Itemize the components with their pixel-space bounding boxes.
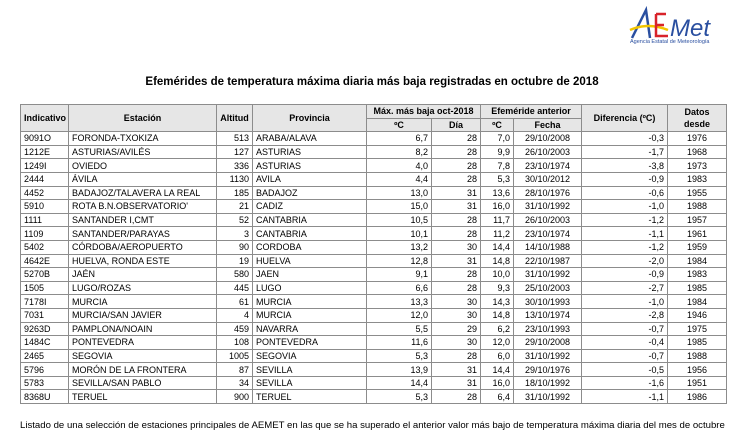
cell-altitud: 87: [217, 363, 253, 377]
cell-efem-fecha: 14/10/1988: [514, 240, 582, 254]
cell-altitud: 185: [217, 186, 253, 200]
cell-max-c: 6,7: [367, 132, 432, 146]
cell-provincia: MURCIA: [253, 295, 367, 309]
cell-estacion: PAMPLONA/NOAIN: [69, 322, 217, 336]
efemerides-table: [20, 104, 727, 404]
header-provincia: Provincia: [253, 105, 367, 132]
cell-max-c: 10,5: [367, 213, 432, 227]
cell-datos-desde: 1986: [668, 390, 727, 404]
cell-datos-desde: 1968: [668, 145, 727, 159]
cell-indicativo: 5402: [21, 240, 69, 254]
cell-diferencia: -0,9: [582, 268, 668, 282]
cell-altitud: 459: [217, 322, 253, 336]
cell-efem-fecha: 28/10/1976: [514, 186, 582, 200]
cell-datos-desde: 1985: [668, 281, 727, 295]
cell-max-dia: 30: [432, 336, 481, 350]
cell-efem-c: 5,3: [481, 172, 514, 186]
cell-provincia: BADAJOZ: [253, 186, 367, 200]
cell-efem-c: 9,3: [481, 281, 514, 295]
header-indicativo: Indicativo: [21, 105, 69, 132]
cell-efem-fecha: 29/10/2008: [514, 132, 582, 146]
cell-max-dia: 28: [432, 281, 481, 295]
header-estacion: Estación: [69, 105, 217, 132]
cell-estacion: FORONDA-TXOKIZA: [69, 132, 217, 146]
cell-provincia: SEVILLA: [253, 363, 367, 377]
cell-estacion: SEGOVIA: [69, 349, 217, 363]
header-max-c: ºC: [367, 118, 432, 132]
cell-efem-fecha: 26/10/2003: [514, 145, 582, 159]
svg-text:Met: Met: [670, 15, 711, 42]
cell-datos-desde: 1984: [668, 295, 727, 309]
cell-provincia: JAEN: [253, 268, 367, 282]
cell-max-dia: 28: [432, 159, 481, 173]
cell-efem-c: 13,6: [481, 186, 514, 200]
cell-efem-c: 11,7: [481, 213, 514, 227]
cell-provincia: ARABA/ALAVA: [253, 132, 367, 146]
cell-altitud: 513: [217, 132, 253, 146]
table-row: [21, 308, 727, 322]
cell-estacion: LUGO/ROZAS: [69, 281, 217, 295]
cell-altitud: 90: [217, 240, 253, 254]
cell-indicativo: 5783: [21, 376, 69, 390]
table-row: [21, 200, 727, 214]
header-efem-c: ºC: [481, 118, 514, 132]
table-row: [21, 281, 727, 295]
cell-altitud: 19: [217, 254, 253, 268]
cell-altitud: 52: [217, 213, 253, 227]
cell-max-c: 13,2: [367, 240, 432, 254]
cell-indicativo: 5796: [21, 363, 69, 377]
cell-altitud: 127: [217, 145, 253, 159]
cell-indicativo: 5910: [21, 200, 69, 214]
cell-diferencia: -2,0: [582, 254, 668, 268]
cell-altitud: 336: [217, 159, 253, 173]
cell-efem-c: 11,2: [481, 227, 514, 241]
table-row: [21, 132, 727, 146]
cell-max-dia: 31: [432, 186, 481, 200]
cell-altitud: 108: [217, 336, 253, 350]
cell-diferencia: -0,6: [582, 186, 668, 200]
cell-estacion: MURCIA: [69, 295, 217, 309]
cell-indicativo: 1212E: [21, 145, 69, 159]
cell-efem-c: 6,2: [481, 322, 514, 336]
cell-max-c: 4,4: [367, 172, 432, 186]
cell-provincia: MURCIA: [253, 308, 367, 322]
cell-efem-c: 14,8: [481, 308, 514, 322]
cell-altitud: 580: [217, 268, 253, 282]
cell-estacion: SEVILLA/SAN PABLO: [69, 376, 217, 390]
page-title: Efemérides de temperatura máxima diaria más baja registradas en octubre de 2018: [145, 76, 599, 88]
cell-efem-c: 10,0: [481, 268, 514, 282]
cell-datos-desde: 1961: [668, 227, 727, 241]
cell-altitud: 3: [217, 227, 253, 241]
cell-indicativo: 1484C: [21, 336, 69, 350]
cell-provincia: NAVARRA: [253, 322, 367, 336]
cell-provincia: CORDOBA: [253, 240, 367, 254]
cell-diferencia: -1,0: [582, 200, 668, 214]
cell-max-dia: 28: [432, 390, 481, 404]
header-altitud: Altitud: [217, 105, 253, 132]
cell-max-dia: 28: [432, 132, 481, 146]
cell-provincia: CANTABRIA: [253, 227, 367, 241]
cell-indicativo: 9091O: [21, 132, 69, 146]
cell-max-c: 6,6: [367, 281, 432, 295]
cell-altitud: 34: [217, 376, 253, 390]
cell-estacion: OVIEDO: [69, 159, 217, 173]
cell-estacion: CÓRDOBA/AEROPUERTO: [69, 240, 217, 254]
table-row: [21, 145, 727, 159]
logo-subtitle: Agencia Estatal de Meteorología: [630, 39, 710, 45]
cell-efem-fecha: 22/10/1987: [514, 254, 582, 268]
cell-efem-fecha: 30/10/1993: [514, 295, 582, 309]
cell-altitud: 1130: [217, 172, 253, 186]
cell-estacion: MORÓN DE LA FRONTERA: [69, 363, 217, 377]
cell-indicativo: 1111: [21, 213, 69, 227]
table-row: [21, 349, 727, 363]
cell-efem-fecha: 23/10/1974: [514, 227, 582, 241]
cell-max-c: 13,9: [367, 363, 432, 377]
cell-efem-fecha: 23/10/1993: [514, 322, 582, 336]
cell-altitud: 4: [217, 308, 253, 322]
table-row: [21, 322, 727, 336]
cell-estacion: JAÉN: [69, 268, 217, 282]
table-row: [21, 295, 727, 309]
cell-datos-desde: 1973: [668, 159, 727, 173]
cell-max-c: 13,3: [367, 295, 432, 309]
cell-estacion: SANTANDER I,CMT: [69, 213, 217, 227]
cell-indicativo: 7031: [21, 308, 69, 322]
cell-max-c: 8,2: [367, 145, 432, 159]
cell-efem-c: 7,0: [481, 132, 514, 146]
cell-max-dia: 31: [432, 363, 481, 377]
cell-max-dia: 28: [432, 349, 481, 363]
header-efem-fecha: Fecha: [514, 118, 582, 132]
cell-indicativo: 1109: [21, 227, 69, 241]
cell-diferencia: -1,1: [582, 390, 668, 404]
cell-indicativo: 7178I: [21, 295, 69, 309]
cell-max-c: 12,0: [367, 308, 432, 322]
header-max-group: Máx. más baja oct-2018: [367, 105, 481, 119]
cell-provincia: AVILA: [253, 172, 367, 186]
header-efemeride-group: Efeméride anterior: [481, 105, 582, 119]
cell-max-c: 4,0: [367, 159, 432, 173]
cell-diferencia: -1,2: [582, 240, 668, 254]
cell-datos-desde: 1951: [668, 376, 727, 390]
cell-datos-desde: 1957: [668, 213, 727, 227]
cell-efem-c: 7,8: [481, 159, 514, 173]
table-row: [21, 254, 727, 268]
table-row: [21, 213, 727, 227]
table-row: [21, 227, 727, 241]
cell-estacion: ROTA B.N.OBSERVATORIO': [69, 200, 217, 214]
header-diferencia: Diferencia (ºC): [582, 105, 668, 132]
cell-indicativo: 2465: [21, 349, 69, 363]
cell-diferencia: -0,7: [582, 349, 668, 363]
cell-max-dia: 30: [432, 240, 481, 254]
cell-efem-c: 12,0: [481, 336, 514, 350]
cell-datos-desde: 1975: [668, 322, 727, 336]
table-row: [21, 240, 727, 254]
table-caption: Listado de una selección de estaciones principales de AEMET en las que se ha superado el anterior valor más bajo de temperatura máxima diaria del mes de octubre: [20, 420, 725, 431]
table-body: [21, 132, 727, 404]
cell-max-c: 10,1: [367, 227, 432, 241]
cell-altitud: 1005: [217, 349, 253, 363]
cell-datos-desde: 1985: [668, 336, 727, 350]
cell-max-c: 5,3: [367, 390, 432, 404]
cell-provincia: TERUEL: [253, 390, 367, 404]
cell-efem-c: 6,4: [481, 390, 514, 404]
cell-efem-c: 14,3: [481, 295, 514, 309]
cell-estacion: HUELVA, RONDA ESTE: [69, 254, 217, 268]
table-row: [21, 172, 727, 186]
cell-provincia: PONTEVEDRA: [253, 336, 367, 350]
cell-indicativo: 4452: [21, 186, 69, 200]
cell-efem-fecha: 29/10/2008: [514, 336, 582, 350]
cell-provincia: HUELVA: [253, 254, 367, 268]
table-row: [21, 363, 727, 377]
cell-diferencia: -2,8: [582, 308, 668, 322]
cell-altitud: 445: [217, 281, 253, 295]
cell-max-dia: 28: [432, 145, 481, 159]
cell-efem-fecha: 23/10/1974: [514, 159, 582, 173]
cell-max-c: 12,8: [367, 254, 432, 268]
cell-datos-desde: 1955: [668, 186, 727, 200]
cell-efem-fecha: 18/10/1992: [514, 376, 582, 390]
cell-provincia: ASTURIAS: [253, 159, 367, 173]
cell-diferencia: -1,0: [582, 295, 668, 309]
cell-estacion: ASTURIAS/AVILÉS: [69, 145, 217, 159]
cell-max-c: 9,1: [367, 268, 432, 282]
cell-provincia: SEGOVIA: [253, 349, 367, 363]
cell-datos-desde: 1959: [668, 240, 727, 254]
cell-efem-fecha: 13/10/1974: [514, 308, 582, 322]
table-row: [21, 159, 727, 173]
cell-efem-c: 14,4: [481, 363, 514, 377]
cell-diferencia: -3,8: [582, 159, 668, 173]
cell-diferencia: -1,2: [582, 213, 668, 227]
cell-max-dia: 31: [432, 376, 481, 390]
table-row: [21, 186, 727, 200]
cell-max-dia: 28: [432, 213, 481, 227]
cell-efem-fecha: 26/10/2003: [514, 213, 582, 227]
cell-datos-desde: 1976: [668, 132, 727, 146]
cell-max-c: 15,0: [367, 200, 432, 214]
cell-diferencia: -0,3: [582, 132, 668, 146]
cell-datos-desde: 1988: [668, 200, 727, 214]
cell-efem-fecha: 30/10/2012: [514, 172, 582, 186]
cell-indicativo: 1249I: [21, 159, 69, 173]
cell-provincia: CADIZ: [253, 200, 367, 214]
cell-estacion: BADAJOZ/TALAVERA LA REAL: [69, 186, 217, 200]
cell-efem-fecha: 31/10/1992: [514, 390, 582, 404]
cell-efem-fecha: 31/10/1992: [514, 200, 582, 214]
cell-datos-desde: 1956: [668, 363, 727, 377]
cell-estacion: SANTANDER/PARAYAS: [69, 227, 217, 241]
cell-efem-fecha: 31/10/1992: [514, 349, 582, 363]
cell-max-c: 5,3: [367, 349, 432, 363]
cell-efem-c: 14,8: [481, 254, 514, 268]
cell-datos-desde: 1983: [668, 172, 727, 186]
cell-max-c: 14,4: [367, 376, 432, 390]
cell-provincia: ASTURIAS: [253, 145, 367, 159]
cell-efem-c: 9,9: [481, 145, 514, 159]
cell-diferencia: -1,1: [582, 227, 668, 241]
cell-estacion: TERUEL: [69, 390, 217, 404]
table-row: [21, 390, 727, 404]
cell-max-dia: 31: [432, 254, 481, 268]
cell-max-c: 11,6: [367, 336, 432, 350]
table-row: [21, 376, 727, 390]
cell-diferencia: -2,7: [582, 281, 668, 295]
cell-diferencia: -0,7: [582, 322, 668, 336]
cell-altitud: 900: [217, 390, 253, 404]
cell-max-dia: 29: [432, 322, 481, 336]
cell-altitud: 61: [217, 295, 253, 309]
cell-efem-fecha: 31/10/1992: [514, 268, 582, 282]
cell-datos-desde: 1946: [668, 308, 727, 322]
table-row: [21, 336, 727, 350]
header-max-dia: Día: [432, 118, 481, 132]
cell-provincia: LUGO: [253, 281, 367, 295]
cell-datos-desde: 1983: [668, 268, 727, 282]
table-row: [21, 268, 727, 282]
cell-indicativo: 4642E: [21, 254, 69, 268]
cell-diferencia: -0,5: [582, 363, 668, 377]
cell-datos-desde: 1984: [668, 254, 727, 268]
cell-datos-desde: 1988: [668, 349, 727, 363]
cell-estacion: PONTEVEDRA: [69, 336, 217, 350]
cell-max-dia: 28: [432, 268, 481, 282]
cell-max-dia: 31: [432, 200, 481, 214]
cell-max-dia: 28: [432, 172, 481, 186]
cell-efem-c: 14,4: [481, 240, 514, 254]
cell-max-dia: 28: [432, 227, 481, 241]
cell-efem-c: 16,0: [481, 376, 514, 390]
cell-estacion: MURCIA/SAN JAVIER: [69, 308, 217, 322]
cell-indicativo: 5270B: [21, 268, 69, 282]
header-datos-desde: Datos desde: [668, 105, 727, 132]
cell-diferencia: -1,7: [582, 145, 668, 159]
cell-estacion: ÁVILA: [69, 172, 217, 186]
cell-max-c: 13,0: [367, 186, 432, 200]
cell-max-c: 5,5: [367, 322, 432, 336]
cell-efem-c: 6,0: [481, 349, 514, 363]
cell-efem-fecha: 29/10/1976: [514, 363, 582, 377]
cell-indicativo: 2444: [21, 172, 69, 186]
cell-diferencia: -0,4: [582, 336, 668, 350]
cell-indicativo: 1505: [21, 281, 69, 295]
cell-diferencia: -0,9: [582, 172, 668, 186]
cell-max-dia: 30: [432, 308, 481, 322]
cell-provincia: SEVILLA: [253, 376, 367, 390]
cell-altitud: 21: [217, 200, 253, 214]
cell-provincia: CANTABRIA: [253, 213, 367, 227]
cell-max-dia: 30: [432, 295, 481, 309]
cell-indicativo: 8368U: [21, 390, 69, 404]
cell-diferencia: -1,6: [582, 376, 668, 390]
cell-efem-fecha: 25/10/2003: [514, 281, 582, 295]
cell-indicativo: 9263D: [21, 322, 69, 336]
cell-efem-c: 16,0: [481, 200, 514, 214]
